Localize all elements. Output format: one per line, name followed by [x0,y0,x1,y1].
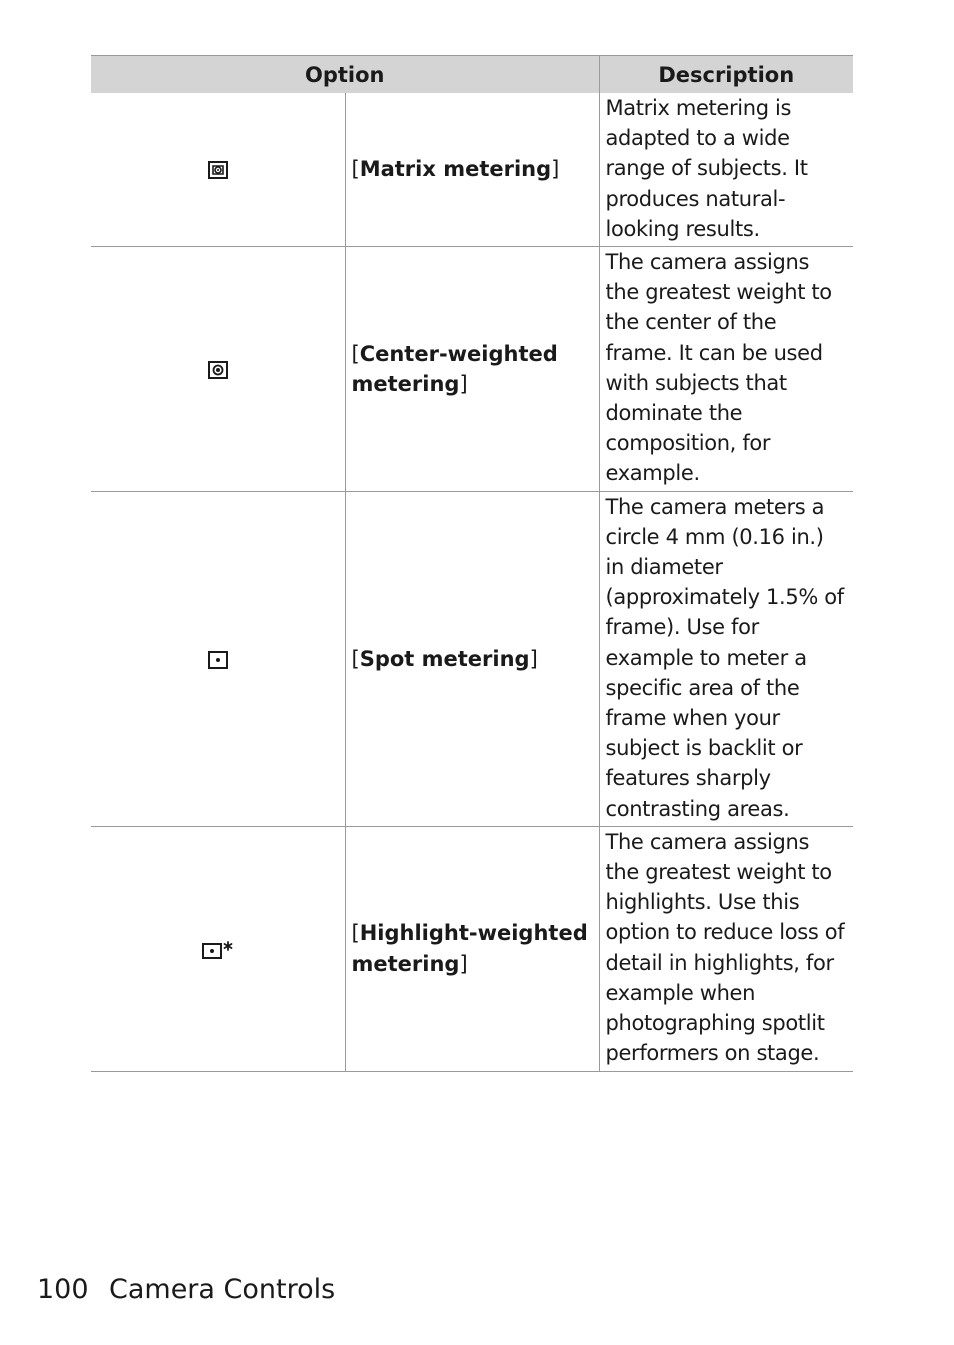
center-weighted-metering-icon [208,357,228,381]
icon-cell [91,93,345,247]
highlight-weighted-metering-icon [202,937,234,961]
icon-cell [91,826,345,1071]
table-row [91,247,853,492]
option-description: The camera assigns the greatest weight to the center of the frame. It can be used with subjects that dominate the composition, for example. [599,247,853,492]
icon-cell [91,491,345,826]
option-description: The camera assigns the greatest weight to highlights. Use this option to reduce loss of detail in highlights, for example when photographing spotlit performers on stage. [599,826,853,1071]
page-number: 100 [37,1274,89,1305]
table-header-row [91,56,853,94]
option-description: The camera meters a circle 4 mm (0.16 in.) in diameter (approximately 1.5% of frame). Use for example to meter a specific area of the frame when your subject is backlit or features sharply contrasting areas. [599,491,853,826]
option-name: Matrix metering [359,157,552,182]
table-row [91,826,853,1071]
option-name: Spot metering [359,646,530,671]
matrix-metering-icon [208,157,228,181]
option-name: Highlight-weighted metering [351,921,588,976]
spot-metering-icon [208,647,228,671]
icon-cell [91,247,345,492]
table-row [91,93,853,247]
option-description: Matrix metering is adapted to a wide range of subjects. It produces natural-looking results. [599,93,853,247]
option-name: Center-weighted metering [351,341,558,396]
description-column-header: Description [599,56,853,94]
option-name-cell: [Center-weighted metering] [345,247,599,492]
option-column-header: Option [91,56,599,94]
option-name-cell: [Matrix metering] [345,93,599,247]
option-name-cell: [Spot metering] [345,491,599,826]
option-name-cell: [Highlight-weighted metering] [345,826,599,1071]
page-footer [37,1274,335,1305]
metering-options-table [91,55,853,1072]
section-title: Camera Controls [109,1274,336,1305]
table-row [91,491,853,826]
